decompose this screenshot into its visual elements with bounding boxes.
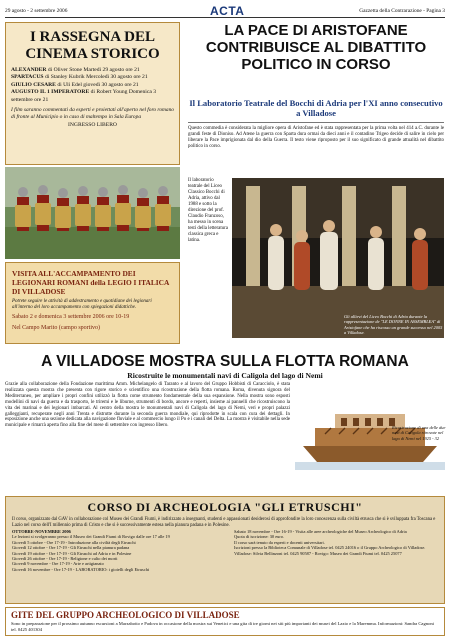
course-line: Giovedì 26 ottobre - Ore 17-19 - Religione e culto dei morti <box>12 556 118 562</box>
course-line: Giovedì 19 ottobre - Ore 17-19 - Gli Etruschi ad Adria e in Polesine <box>12 550 132 556</box>
film-title: ALEXANDER <box>11 67 47 73</box>
course-info-line: Villadose: Silvia Bellinzoni tel. 0425 90587 - Rovigo: Museo dei Grandi Fiumi tel. 0425 25077 <box>234 550 402 556</box>
film-item <box>11 89 174 104</box>
theatre-body: Questo commedia è considerata la migliore opera di Aristofane ed è stata rappresentata per la prima volta nel 414 a.C. durante le grandi feste di Dioniso. Ad Atene la guerra con Sparta dura ormai da dieci anni e il contadino Trigeo decide di salire in cielo per liberare la Pace imprigionata dal dio della Guerra. Il testo viene riproposto per il suo significato di grande attualità nel dibattito politico in corso. <box>188 126 444 149</box>
fleet-title: A VILLADOSE MOSTRA SULLA FLOTTA ROMANA <box>41 353 409 370</box>
camp-place: Nel Campo Marito (campo sportivo) <box>12 324 100 331</box>
fleet-body <box>5 382 445 494</box>
cinema-blurb: I film saranno commentati da esperti e proiettati all'aperto nel foro romano di fronte al Municipio o in caso di maltempo in Sala Europa <box>11 107 175 120</box>
film-item <box>11 74 174 81</box>
course-info-line: Il corso sarà tenuto da esperti e docenti universitari. <box>234 539 325 545</box>
fleet-subtitle: Ricostruite le monumentali navi di Caligola del lago di Nemi <box>127 371 323 380</box>
film-list <box>6 63 179 104</box>
film-title: GIULIO CESARE <box>11 81 56 88</box>
acta-logo: ACTA <box>210 4 245 18</box>
theatre-subtitle: Il Laboratorio Teatrale del Bocchi di Adria per l'XI anno consecutivo a Villadose <box>189 98 443 118</box>
theatre-side-text: Il laboratorio teatrale del Liceo Classico Bocchi di Adria, attivo dal 1988 e sotto la direzione del prof. Claudio Franzoso, ha messo in scena testi della letteratura classica greca e latina. <box>188 178 228 243</box>
camp-box <box>5 262 180 344</box>
course-line: Giovedì 5 ottobre - Ore 17-19 - Introduzione alla civiltà degli Etruschi <box>12 539 136 545</box>
theatre-title: LA PACE DI ARISTOFANE CONTRIBUISCE AL DIBATTITO POLITICO IN CORSO <box>205 22 427 73</box>
header-paper: Gazzetta della Contrarazione - Pagina 3 <box>359 8 445 14</box>
camp-desc: Potrete seguire le attività di addestramento e quotidiane dei legionari all'interno del loro accampamento con spiegazioni didattiche. <box>12 299 152 310</box>
header-divider <box>5 17 445 18</box>
cinema-title: I RASSEGNA DEL CINEMA STORICO <box>25 29 160 62</box>
course-schedule-heading: OTTOBRE-NOVEMBRE 2006 <box>12 529 71 534</box>
film-info: di Uli Edel giovedì 30 agosto ore 21 <box>57 81 139 88</box>
header-date: 29 agosto - 2 settembre 2006 <box>5 8 68 14</box>
free-entry: INGRESSO LIBERO <box>68 122 117 129</box>
page-header <box>5 4 445 18</box>
course-box <box>5 496 445 604</box>
course-schedule <box>12 529 224 572</box>
theatre-photo-caption: Gli allievi del Liceo Bocchi di Adria durante la rappresentazione de "LE DONNE IN ASSEMBLEA" di Aristofane che ha riscosso un grande successo nel 2005 a Villadose. <box>344 314 443 336</box>
film-item <box>11 82 174 89</box>
film-info: di Stanley Kubrik Mercoledì 30 agosto ore 21 <box>44 74 148 81</box>
course-line: Giovedì 12 ottobre - Ore 17-19 - Gli Etruschi nella pianura padana <box>12 545 130 551</box>
course-title: CORSO DI ARCHEOLOGIA "GLI ETRUSCHI" <box>87 500 363 514</box>
fleet-body-text: Grazie alla collaborazione della Fondazione marittima Amm. Michelangelo di Taranto e al lavoro del Gruppo Hobbisti di Caracciolo, è stata realizzata questa mostra che presenta con rigore storico e scientifico una ricostruzione della flotta romana. Roma, divenuta signora del Mediterraneo, per ampliare i propri confini utilizzò la flotta come strumento fondamentale della sua espansione. Nella mostra sono esposti modellini di navi da guerra e da trasporto, le triremi e le liburne, strumenti di bordo, ancore e reperti, insieme ai pannelli che ricostruiscono la vita dei marinai e dei legionari imbarcati. Al centro della mostra le monumentali navi di Caligola del lago di Nemi, veri e propri palazzi galleggianti, recuperate negli anni Trenta e distrutte durante la seconda guerra mondiale, qui riprodotte in scala con cura dei dettagli. In esposizione anche una sezione dedicata alla navigazione fluviale e al commercio lungo il Po e i canali del Delta. La mostra è visitabile nella sede municipale e rimarrà aperta fino alla fine del mese di settembre con ingresso libero. <box>5 382 290 429</box>
cinema-box <box>5 22 180 165</box>
trips-desc: Sono in preparazione per il prossimo autunno escursioni a Marzabotto e Padova in occasione della mostra sui Venetici e una gita di tre giorni nei siti più importanti dei musei del Lazio e la Maremma. Informazioni: Sandra Cagnoni tel. 0425 401304 <box>11 621 434 632</box>
course-line: Giovedì 9 novembre - Ore 17-19 - Arte e artigianato <box>12 561 104 567</box>
film-info: di Robert Young Domenica 3 settembre ore 21 <box>11 89 157 103</box>
theatre-divider <box>188 122 444 123</box>
trips-title: GITE DEL GRUPPO ARCHEOLOGICO DI VILLADOSE <box>11 610 240 620</box>
film-title: AUGUSTO IL 1 IMPERATORE <box>11 89 90 96</box>
ship-caption: Ricostruzione di una delle due navi di Caligola ritrovate nel lago di Nemi nel 1925 - 32 <box>392 425 446 441</box>
course-info-line: Sabato 18 novembre - Ore 16-19 - Visita alle aree archeologiche del Museo Archeologico di Adria <box>234 529 407 534</box>
legionaries-photo <box>5 167 180 259</box>
trips-box <box>5 607 445 636</box>
course-line: Le lezioni si svolgeranno presso il Museo dei Grandi Fiumi di Rovigo dalle ore 17 alle 19 <box>12 534 170 540</box>
camp-date: Sabato 2 e domenica 3 settembre 2006 ore 10-19 <box>12 314 130 320</box>
course-info <box>234 529 440 556</box>
course-line: Giovedì 16 novembre - Ore 17-19 - LABORATORIO: i gioielli degli Etruschi <box>12 566 150 572</box>
film-info: di Oliver Stone Martedì 29 agosto ore 21 <box>47 67 140 73</box>
course-info-line: Quota di iscrizione: 30 euro. <box>234 534 285 540</box>
film-item <box>11 67 174 74</box>
course-info-line: Iscrizioni presso la Biblioteca Comunale di Villadose tel. 0425 24016 o il Gruppo Archeologico di Villadose. <box>234 545 426 551</box>
film-title: SPARTACUS <box>11 74 44 81</box>
course-intro: Il corso, organizzato dal GAV in collaborazione col Museo dei Grandi Fiumi, è indirizzato a insegnanti, studenti e appassionati desiderosi di approfondire la loro conoscenza sulla civiltà etrusca che si è sviluppata fra Toscana e Lazio nel corso dell'I millennio prima di Cristo e che si è successivamente estesa nella pianura padana e in Polesine. <box>12 517 436 528</box>
camp-title: VISITA ALL'ACCAMPAMENTO DEI LEGIONARI ROMANI della LEGIO I ITALICA DI VILLADOSE <box>12 269 169 296</box>
